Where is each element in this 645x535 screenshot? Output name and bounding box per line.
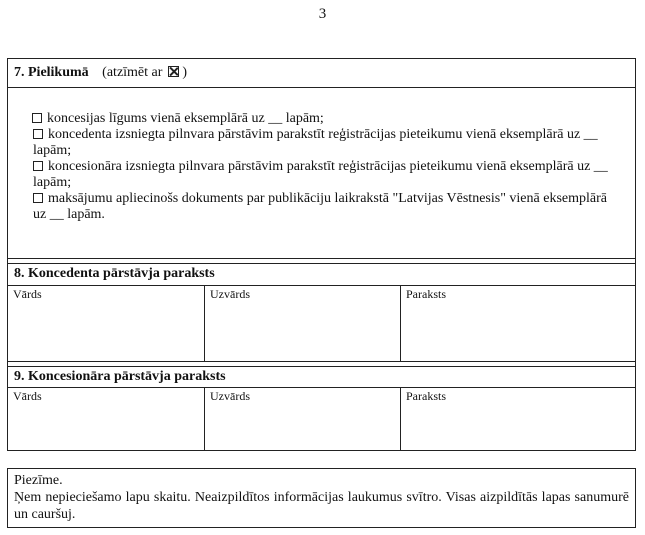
section-9-signature-row [8, 387, 635, 450]
page-number: 3 [318, 6, 327, 22]
section-8-title: 8. Koncedenta pārstāvja paraksts [14, 266, 215, 281]
divider [8, 361, 635, 362]
attachment-item [33, 127, 616, 159]
attachment-item [33, 111, 628, 127]
checkbox[interactable] [32, 113, 42, 123]
last-name-cell[interactable] [205, 387, 401, 450]
last-name-cell[interactable] [205, 285, 401, 361]
remark-title: Piezīme. [14, 473, 63, 488]
attachment-item-text: maksājumu apliecinošs dokuments par publikāciju laikrakstā "Latvijas Vēstnesis" vienā eksemplārā uz __ lapām. [33, 191, 607, 222]
attachment-item-text: koncesionāra izsniegta pilnvara pārstāvim parakstīt reģistrācijas pieteikumu vienā eksemplārā uz __ lapām; [33, 159, 608, 190]
divider [8, 366, 635, 367]
last-name-label: Uzvārds [210, 389, 250, 403]
signature-cell[interactable] [401, 387, 635, 450]
section-7-note [102, 65, 187, 80]
signature-label: Paraksts [406, 287, 446, 301]
form-table [7, 58, 636, 451]
remark-box [7, 468, 636, 528]
checkbox[interactable] [33, 193, 43, 203]
remark-text: Ņem nepieciešamo lapu skaitu. Neaizpildītos informācijas laukumus svītro. Visas aizpildītās lapas sanumurē un cauršuj. [14, 490, 629, 522]
attachment-item-text: koncedenta izsniegta pilnvara pārstāvim parakstīt reģistrācijas pieteikumu vienā eksemplārā uz __ lapām; [33, 127, 598, 158]
section-8-signature-row [8, 285, 635, 361]
attachment-list-rest [33, 127, 616, 223]
section-7-note-prefix: (atzīmēt ar [102, 65, 163, 80]
first-name-label: Vārds [13, 287, 42, 301]
divider [8, 263, 635, 264]
attachment-item [33, 159, 616, 191]
attachment-item [33, 191, 616, 223]
divider [8, 87, 635, 88]
attachment-item-text: koncesijas līgums vienā eksemplārā uz __ lapām; [47, 111, 324, 126]
first-name-label: Vārds [13, 389, 42, 403]
signature-label: Paraksts [406, 389, 446, 403]
divider [8, 258, 635, 259]
first-name-cell[interactable] [8, 387, 205, 450]
first-name-cell[interactable] [8, 285, 205, 361]
checked-box-icon [168, 66, 179, 77]
section-7-header [14, 65, 187, 81]
section-7-note-suffix: ) [182, 65, 188, 80]
section-7-title: 7. Pielikumā [14, 65, 89, 80]
last-name-label: Uzvārds [210, 287, 250, 301]
section-9-title: 9. Koncesionāra pārstāvja paraksts [14, 369, 226, 384]
checkbox[interactable] [33, 129, 43, 139]
checkbox[interactable] [33, 161, 43, 171]
attachment-list [33, 111, 628, 127]
signature-cell[interactable] [401, 285, 635, 361]
